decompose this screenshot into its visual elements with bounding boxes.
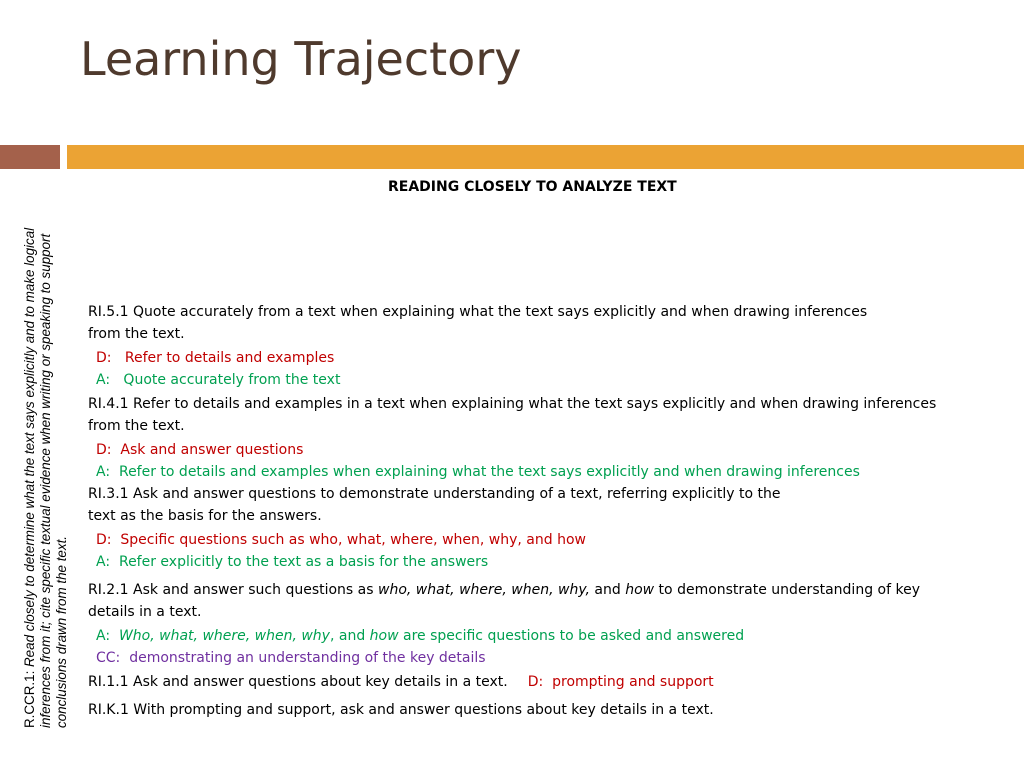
a-text: Refer explicitly to the text as a basis for the answers <box>118 554 489 570</box>
text-run-italic: how <box>625 582 655 598</box>
d-text: Refer to details and examples <box>124 350 335 366</box>
standard-line <box>88 579 1008 601</box>
text-run: to demonstrate understanding of key <box>654 582 920 598</box>
cc-label: CC: <box>96 650 121 666</box>
standard-line: details in a text. <box>88 604 202 620</box>
cc-text: demonstrating an understanding of the key details <box>129 650 486 666</box>
standard-ri3 <box>88 483 1008 527</box>
standard-rik: RI.K.1 With prompting and support, ask and answer questions about key details in a text. <box>88 702 714 718</box>
d-note <box>96 529 1008 551</box>
standard-line: from the text. <box>88 326 185 342</box>
standard-line: from the text. <box>88 418 185 434</box>
d-text: prompting and support <box>552 674 714 690</box>
d-label: D: <box>96 442 112 458</box>
d-text: Specific questions such as who, what, where, when, why, and how <box>120 532 586 548</box>
d-label: D: <box>96 532 112 548</box>
standard-ri5 <box>88 301 1008 345</box>
slide-title: Learning Trajectory <box>80 32 522 86</box>
a-label: A: <box>96 554 111 570</box>
a-label: A: <box>96 628 111 644</box>
standard-line: RI.4.1 Refer to details and examples in a text when explaining what the text says explicitly and when drawing inferences <box>88 396 937 412</box>
a-note <box>96 461 1008 483</box>
standard-line: RI.1.1 Ask and answer questions about key details in a text. <box>88 674 508 690</box>
standards-list <box>88 301 1008 721</box>
side-note-prefix: R.CCR.1: <box>22 666 37 728</box>
section-heading: READING CLOSELY TO ANALYZE TEXT <box>388 179 677 195</box>
side-note <box>22 196 70 728</box>
a-note <box>96 551 1008 573</box>
d-note <box>528 674 714 690</box>
a-note <box>96 625 1008 647</box>
accent-bar-right <box>67 145 1024 169</box>
d-note <box>96 439 1008 461</box>
standard-ri4 <box>88 393 1008 437</box>
text-run-italic: how <box>369 628 399 644</box>
standard-line: text as the basis for the answers. <box>88 508 322 524</box>
text-run: RI.2.1 Ask and answer such questions as <box>88 582 378 598</box>
standard-ri2 <box>88 579 1008 623</box>
text-run-italic: who, what, where, when, why, <box>378 582 590 598</box>
a-note <box>96 369 1008 391</box>
a-text: Refer to details and examples when explaining what the text says explicitly and when drawing inferences <box>118 464 860 480</box>
side-note-text: Read closely to determine what the text says explicitly and to make logical inferences from it; cite specific textual evidence when writing or speaking to support conclusions drawn from the text. <box>22 227 69 728</box>
standard-ri1 <box>88 671 1008 693</box>
d-label: D: <box>527 674 544 690</box>
a-label: A: <box>96 372 111 388</box>
d-label: D: <box>96 350 112 366</box>
standard-line: RI.5.1 Quote accurately from a text when explaining what the text says explicitly and when drawing inferences <box>88 304 868 320</box>
a-text: Quote accurately from the text <box>123 372 341 388</box>
d-text: Ask and answer questions <box>120 442 304 458</box>
cc-note <box>96 647 1008 669</box>
text-run-italic: Who, what, where, when, why <box>118 628 330 644</box>
text-run: and <box>589 582 626 598</box>
standard-line: RI.3.1 Ask and answer questions to demonstrate understanding of a text, referring explicitly to the <box>88 486 781 502</box>
text-run: , and <box>329 628 370 644</box>
accent-bar-left <box>0 145 60 169</box>
d-note <box>96 347 1008 369</box>
text-run: are specific questions to be asked and answered <box>398 628 745 644</box>
a-label: A: <box>96 464 111 480</box>
